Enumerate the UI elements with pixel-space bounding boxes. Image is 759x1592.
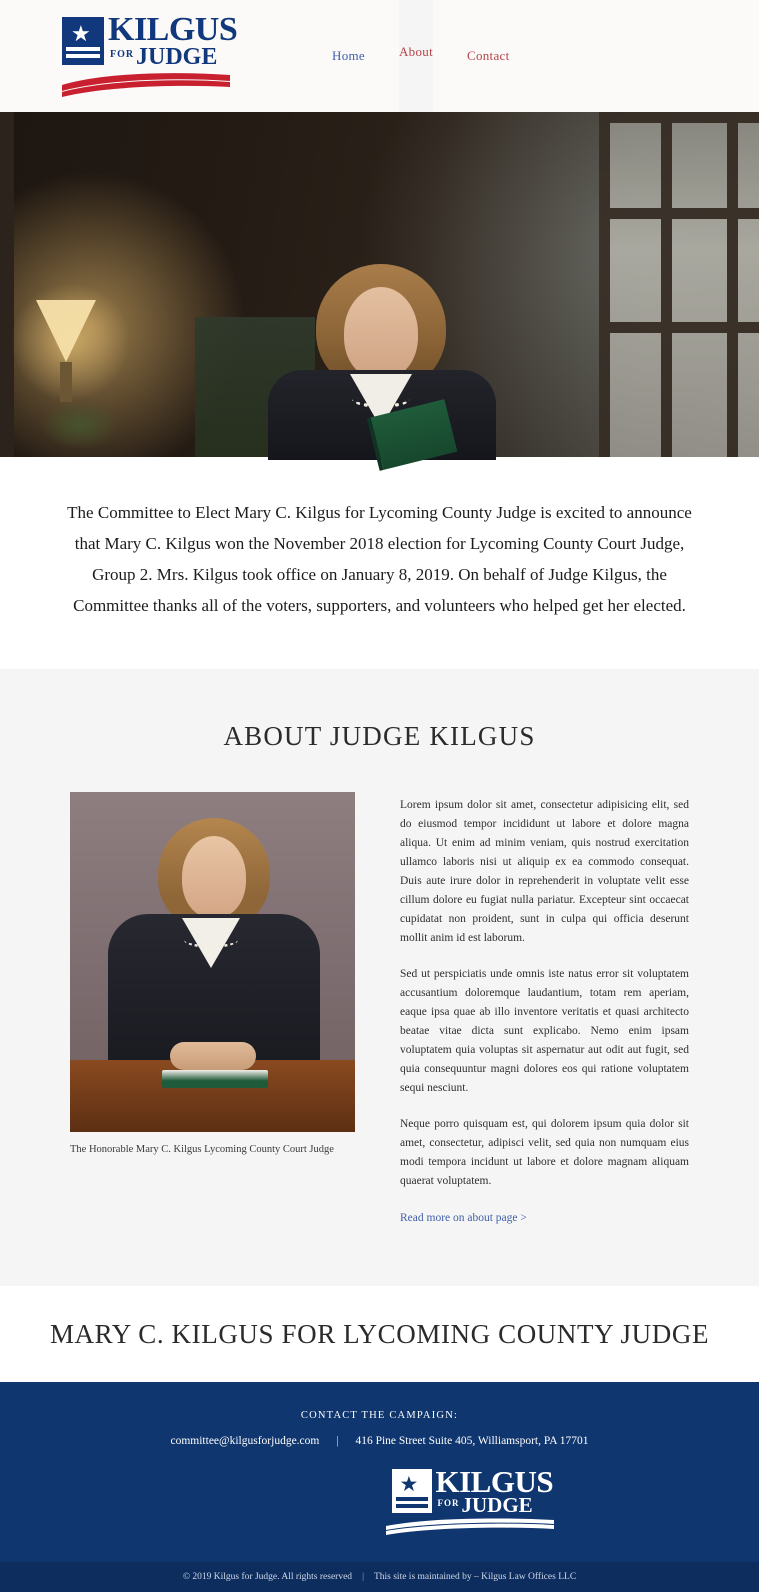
portrait-hands xyxy=(170,1042,256,1070)
portrait-book xyxy=(162,1070,268,1088)
campaign-banner xyxy=(0,1286,759,1382)
read-more-link[interactable]: Read more on about page > xyxy=(400,1212,527,1224)
campaign-banner-text: MARY C. KILGUS FOR LYCOMING COUNTY JUDGE xyxy=(49,1318,710,1349)
main-navigation xyxy=(332,0,510,120)
announcement-section xyxy=(0,457,759,669)
about-paragraph: Lorem ipsum dolor sit amet, consectetur adipisicing elit, sed do eiusmod tempor incididunt ut labore et dolore magna aliqua. Ut enim ad minim veniam, quis nostrud exercitation ullamco laboris nisi ut aliquip ex ea commodo consequat. Duis aute irure dolor in reprehenderit in voluptate velit esse cillum dolore eu fugiat nulla pariatur. Excepteur sint occaecat cupidatat non proident, sunt in culpa qui officia deserunt mollit anim id est laborum. xyxy=(400,799,689,944)
announcement-text: The Committee to Elect Mary C. Kilgus for Lycoming County Judge is excited to announce that Mary C. Kilgus won the November 2018 election for Lycoming County Court Judge, Group 2. Mrs. Kilgus took office on January 8, 2019. On behalf of Judge Kilgus, the Committee thanks all of the voters, supporters, and volunteers who helped get her elected. xyxy=(67,503,692,615)
about-section xyxy=(0,669,759,1286)
footer-logo-word-for: FOR xyxy=(437,1498,460,1508)
flag-swoosh-icon xyxy=(62,71,230,97)
window-frame xyxy=(0,112,14,457)
footer-star-icon: ★ xyxy=(399,1472,419,1496)
lamp-base xyxy=(60,362,72,402)
plant-decoration xyxy=(40,400,120,450)
footer-contact-title: CONTACT THE CAMPAIGN: xyxy=(300,1410,459,1421)
about-paragraph: Neque porro quisquam est, qui dolorem ipsum quia dolor sit amet, consectetur, adipisci velit, sed quia non numquam eius modi tempora incidunt ut labore et dolore magnam aliquam quaerat voluptatem. xyxy=(400,1118,689,1187)
logo-word-kilgus: KILGUS xyxy=(108,11,238,48)
logo-word-judge: JUDGE xyxy=(136,44,218,70)
footer-email-link[interactable]: committee@kilgusforjudge.com xyxy=(170,1435,320,1447)
about-heading: ABOUT JUDGE KILGUS xyxy=(223,721,536,751)
nav-item-home[interactable]: Home xyxy=(332,48,365,63)
footer-address: 416 Pine Street Suite 405, Williamsport, PA 17701 xyxy=(355,1435,589,1447)
footer-flag-swoosh-icon xyxy=(386,1517,554,1535)
hero-person-pearls xyxy=(352,390,410,408)
about-photo-caption: The Honorable Mary C. Kilgus Lycoming County Court Judge xyxy=(70,1144,334,1155)
portrait-pearls xyxy=(184,932,238,948)
about-paragraph: Sed ut perspiciatis unde omnis iste natus error sit voluptatem accusantium doloremque laudantium, totam rem aperiam, eaque ipsa quae ab illo inventore veritatis et quasi architecto beatae vitae dicta sunt explicabo. Nemo enim ipsam voluptatem quia voluptas sit aspernatur aut odit aut fugit, sed quia consequuntur magni dolores eos qui ratione voluptatem sequi nesciunt. xyxy=(400,968,689,1094)
about-portrait-image xyxy=(70,792,355,1132)
star-icon: ★ xyxy=(71,21,91,46)
maintained-by-text: This site is maintained by – Kilgus Law Offices LLC xyxy=(373,1572,577,1582)
copyright-bar xyxy=(0,1562,759,1592)
footer-logo-word-kilgus: KILGUS xyxy=(435,1464,554,1499)
hero-image xyxy=(0,112,759,457)
about-photo-column xyxy=(70,792,360,1226)
logo-word-for: FOR xyxy=(110,49,135,60)
site-logo[interactable] xyxy=(62,11,238,99)
footer-contact-line xyxy=(0,1435,759,1447)
portrait-face xyxy=(182,836,246,918)
copyright-text: © 2019 Kilgus for Judge. All rights reserved xyxy=(182,1572,353,1582)
footer-logo-word-judge: JUDGE xyxy=(461,1493,533,1517)
site-footer xyxy=(0,1382,759,1592)
flag-stripe-icon xyxy=(66,47,100,51)
footer-flag-stripe-icon xyxy=(396,1504,428,1508)
footer-flag-stripe-icon xyxy=(396,1497,428,1501)
site-header xyxy=(0,0,759,112)
window-decoration xyxy=(599,112,759,457)
nav-item-about[interactable]: About xyxy=(399,0,433,120)
about-text-column xyxy=(400,792,689,1226)
nav-item-contact[interactable]: Contact xyxy=(466,48,510,63)
footer-separator: | xyxy=(336,1435,339,1447)
hero-person-face xyxy=(344,287,418,379)
copyright-separator: | xyxy=(362,1572,364,1582)
lamp-icon xyxy=(36,300,96,362)
flag-stripe-icon xyxy=(66,54,100,58)
